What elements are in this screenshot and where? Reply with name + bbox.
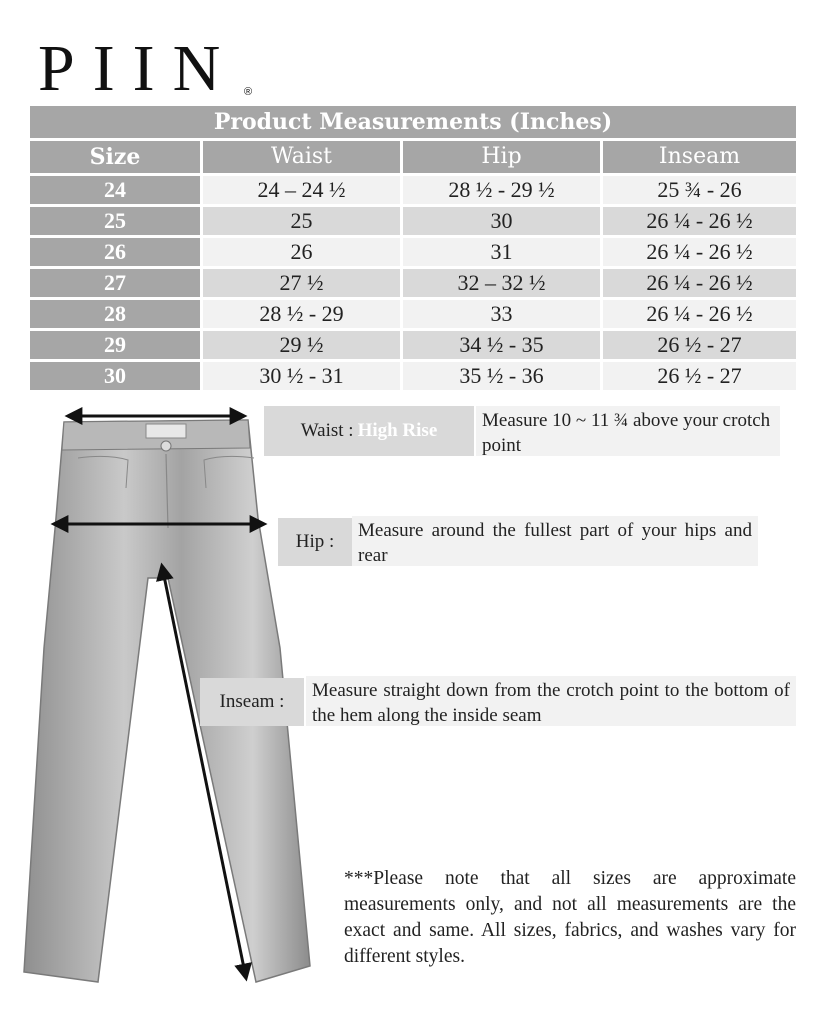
header-size: Size [30,141,200,173]
waist-label-box [264,406,474,456]
size-cell: 25 [30,207,200,235]
inseam-cell: 26 ¼ - 26 ½ [603,300,796,328]
waist-description: Measure 10 ~ 11 ¾ above your crotch point [476,406,780,456]
hip-cell: 28 ½ - 29 ½ [403,176,600,204]
table-row [30,362,796,390]
size-cell: 29 [30,331,200,359]
inseam-description: Measure straight down from the crotch point to the bottom of the hem along the inside seam [306,676,796,726]
table-row [30,331,796,359]
hip-label: Hip : [295,531,335,552]
table-row [30,238,796,266]
table-header-row [30,141,796,173]
table-row [30,300,796,328]
hip-cell: 31 [403,238,600,266]
inseam-cell: 26 ½ - 27 [603,362,796,390]
size-cell: 27 [30,269,200,297]
waist-rise: High Rise [357,420,438,441]
waist-cell: 29 ½ [203,331,400,359]
size-cell: 28 [30,300,200,328]
waist-cell: 27 ½ [203,269,400,297]
inseam-cell: 26 ¼ - 26 ½ [603,207,796,235]
brand-logo: PIIN [38,32,239,105]
waist-cell: 25 [203,207,400,235]
inseam-label: Inseam : [219,691,285,712]
size-cell: 30 [30,362,200,390]
size-cell: 24 [30,176,200,204]
registered-mark: ® [244,86,253,98]
waist-label: Waist : [300,420,354,441]
table-row [30,269,796,297]
inseam-cell: 26 ¼ - 26 ½ [603,269,796,297]
inseam-cell: 26 ½ - 27 [603,331,796,359]
table-row [30,207,796,235]
size-table [30,106,796,390]
inseam-cell: 25 ¾ - 26 [603,176,796,204]
waist-cell: 24 – 24 ½ [203,176,400,204]
inseam-cell: 26 ¼ - 26 ½ [603,238,796,266]
hip-cell: 32 – 32 ½ [403,269,600,297]
header-hip: Hip [403,141,600,173]
table-title: Product Measurements (Inches) [30,106,796,138]
waist-cell: 28 ½ - 29 [203,300,400,328]
disclaimer-note: ***Please note that all sizes are approximate measurements only, and not all measurements are the exact and same. All sizes, fabrics, and washes vary for different styles. [344,868,796,967]
inseam-label-box [200,678,304,726]
hip-description: Measure around the fullest part of your hips and rear [352,516,758,566]
hip-cell: 34 ½ - 35 [403,331,600,359]
header-waist: Waist [203,141,400,173]
header-inseam: Inseam [603,141,796,173]
hip-label-box [278,518,352,566]
waist-cell: 26 [203,238,400,266]
hip-cell: 30 [403,207,600,235]
table-row [30,176,796,204]
waist-cell: 30 ½ - 31 [203,362,400,390]
size-cell: 26 [30,238,200,266]
hip-cell: 33 [403,300,600,328]
hip-cell: 35 ½ - 36 [403,362,600,390]
